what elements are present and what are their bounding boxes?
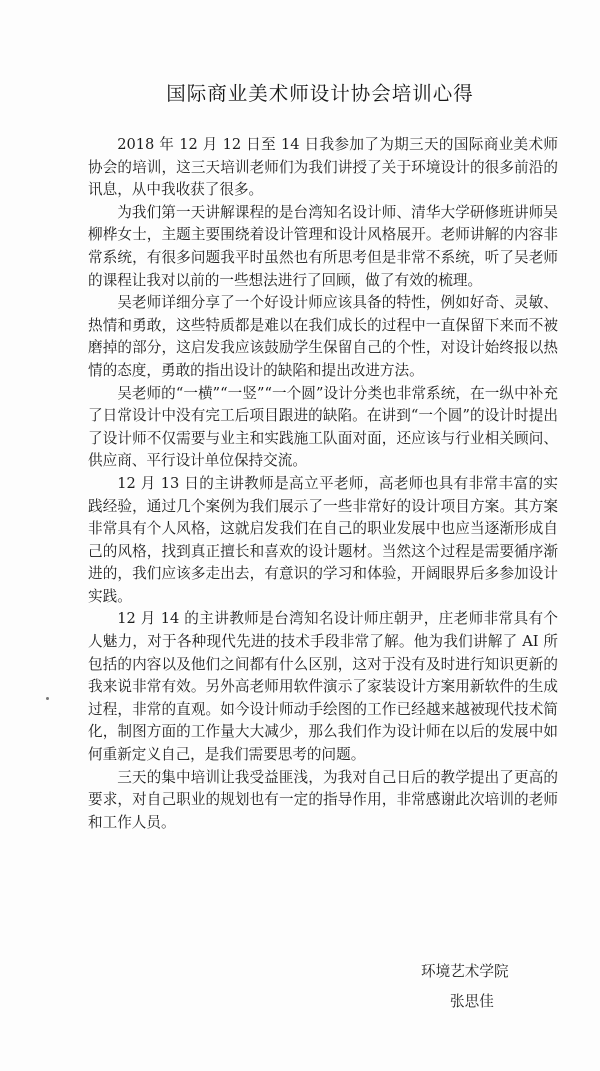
- paragraph-2: 为我们第一天讲解课程的是台湾知名设计师、清华大学研修班讲师吴柳桦女士，主题主要围绕着设计管理和设计风格展开。老师讲解的内容非常系统，有很多问题我平时虽然也有所思考但是非常不系统，听了吴老师的课程让我对以前的一些想法进行了回顾，做了有效的梳理。: [88, 203, 558, 289]
- scan-speck: [46, 697, 49, 700]
- document-title: 国际商业美术师设计协会培训心得: [166, 82, 474, 105]
- paragraph-3: 吴老师详细分享了一个好设计师应该具备的特性，例如好奇、灵敏、热情和勇敢，这些特质都是难以在我们成长的过程中一直保留下来而不被磨掉的部分，这启发我应该鼓励学生保留自己的个性，对设计始终报以热情的态度，勇敢的指出设计的缺陷和提出改进方法。: [88, 294, 558, 379]
- paragraph-1: 2018 年 12 月 12 日至 14 日我参加了为期三天的国际商业美术师协会的培训，这三天培训老师们为我们讲授了关于环境设计的很多前沿的讯息，从中我收获了很多。: [88, 136, 558, 199]
- document-body: [88, 134, 558, 834]
- paragraph-4: 吴老师的“一横”“一竖”“一个圆”设计分类也非常系统，在一纵中补充了日常设计中没有完工后项目跟进的缺陷。在讲到“一个圆”的设计时提出了设计师不仅需要与业主和实践施工队面对面，还应该与行业相关顾问、供应商、平行设计单位保持交流。: [88, 384, 558, 470]
- paragraph-5: 12 月 13 日的主讲教师是高立平老师，高老师也具有非常丰富的实践经验，通过几个案例为我们展示了一些非常好的设计项目方案。其方案非常具有个人风格，这就启发我们在自己的职业发展中也应当逐渐形成自己的风格，找到真正擅长和喜欢的设计题材。当然这个过程是需要循序渐进的，我们应该多走出去，有意识的学习和体验，开阔眼界后多参加设计实践。: [88, 474, 558, 605]
- paragraph-6: 12 月 14 的主讲教师是台湾知名设计师庄朝尹，庄老师非常具有个人魅力，对于各种现代先进的技术手段非常了解。他为我们讲解了 AI 所包括的内容以及他们之间都有什么区别，这对于没有及时进行知识更新的我来说非常有效。另外高老师用软件演示了家装设计方案用新软件的生成过程，非常的直观。如今设计师动手绘图的工作已经越来越被现代技术简化，制图方面的工作量大大减少，那么我们作为设计师在以后的发展中如何重新定义自己，是我们需要思考的问题。: [88, 610, 558, 764]
- paragraph-7: 三天的集中培训让我受益匪浅，为我对自己日后的教学提出了更高的要求，对自己职业的规划也有一定的指导作用，非常感谢此次培训的老师和工作人员。: [88, 768, 558, 831]
- signature-organization: 环境艺术学院: [421, 963, 509, 980]
- signature-name: 张思佳: [450, 993, 494, 1010]
